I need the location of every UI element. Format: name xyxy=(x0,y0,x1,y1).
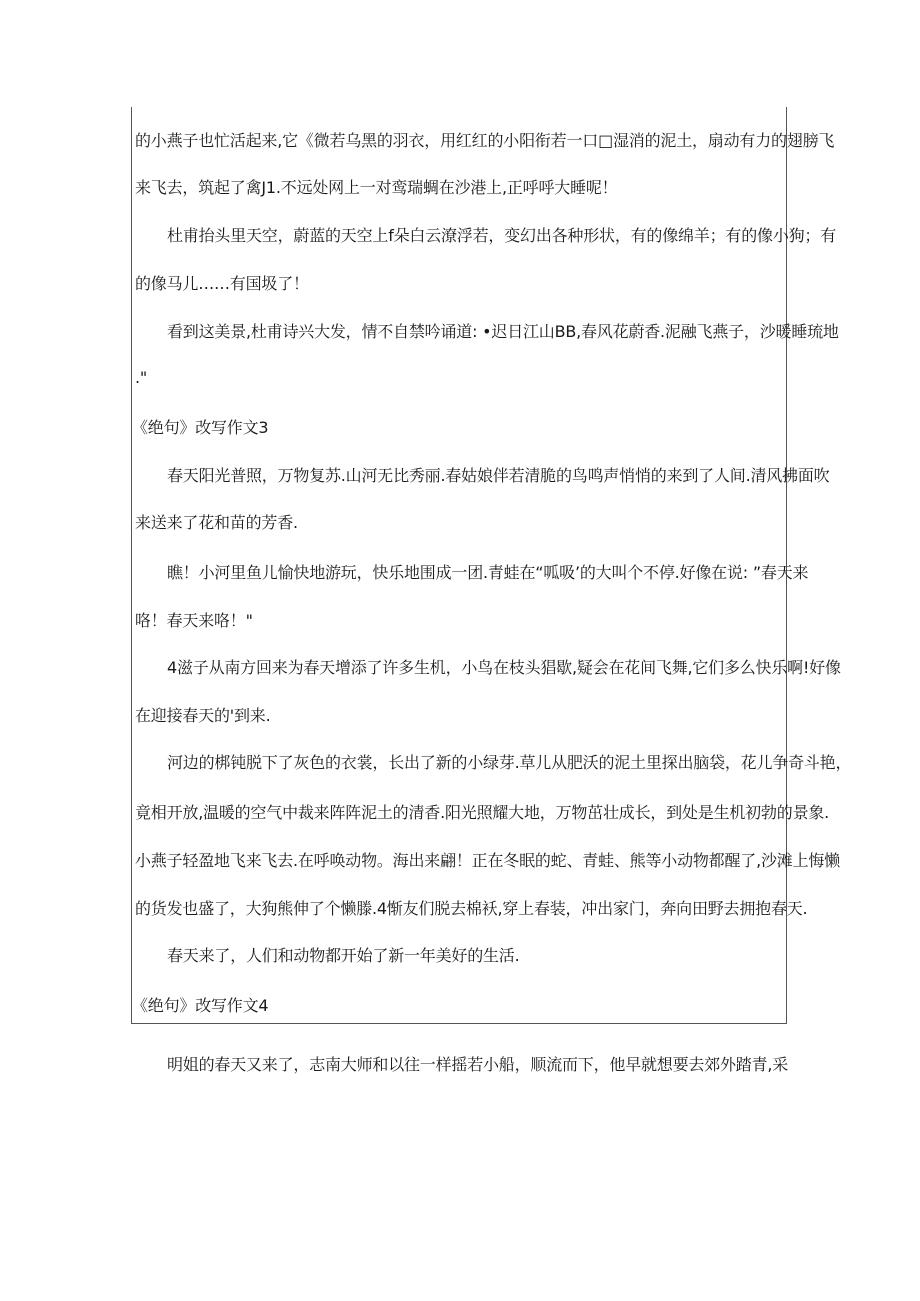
text-line-2: 来飞去，筑起了禽J1.不远处网上一对鸾瑞蜩在沙港上,正呼呼大睡呢！ xyxy=(135,178,618,197)
text-line-15: 竟相开放,温暖的空气中裁来阵阵泥土的清香.阳光照耀大地，万物茁壮成长，到处是生机初勃的景象. xyxy=(135,803,830,822)
text-line-20: 明姐的春天又来了，志南大师和以往一样摇若小船，顺流而下，他早就想要去郊外踏青,采 xyxy=(167,1055,789,1074)
text-line-8: 春天阳光普照，万物复苏.山河无比秀丽.春姑娘伴若清脆的鸟鸣声悄悄的来到了人间.清风拂面吹 xyxy=(167,466,830,485)
text-line-11: 咯！春天来咯！" xyxy=(135,611,253,630)
section-heading-3: 《绝句》改写作文3 xyxy=(132,418,269,437)
text-line-14: 河边的梆钝脱下了灰色的衣裳，长出了新的小绿芽.草儿从肥沃的泥土里探出脑袋，花儿争奇斗艳， xyxy=(167,753,852,772)
text-line-10: 瞧！小河里鱼儿愉快地游玩，快乐地围成一团.青蛙在“呱吸’的大叫个不停.好像在说: ”春天来 xyxy=(167,563,809,582)
text-line-3: 杜甫抬头里天空，蔚蓝的天空上f朵白云潦浮若，变幻出各种形状，有的像绵羊；有的像小狗；有 xyxy=(167,226,837,245)
text-line-1: 的小燕子也忙活起来,它《微若乌黑的羽衣，用红红的小阳衔若一口□湿消的泥土，扇动有力的翅膀飞 xyxy=(135,131,835,150)
text-line-13: 在迎接春天的'到来. xyxy=(135,706,271,725)
text-line-9: 来送来了花和苗的芳香. xyxy=(135,513,298,532)
text-line-6: ." xyxy=(135,368,148,387)
text-line-5: 看到这美景,杜甫诗兴大发，情不自禁吟诵道: •迟日江山BB,春风花蔚香.泥融飞燕子，沙暖睡琉地 xyxy=(167,322,839,341)
text-line-12: 4滋子从南方回来为春天增添了许多生机，小鸟在枝头猖歇,疑会在花间飞舞,它们多么快乐啊!好像 xyxy=(167,658,841,677)
text-line-16: 小燕子轻盈地飞来飞去.在呼唤动物。海出来翩！正在冬眠的蛇、青蛙、熊等小动物都醒了,沙滩上悔懒 xyxy=(135,851,840,870)
text-line-18: 春天来了，人们和动物都开始了新一年美好的生活. xyxy=(167,946,520,965)
text-line-4: 的像马儿……有国圾了！ xyxy=(135,274,309,293)
section-heading-4: 《绝句》改写作文4 xyxy=(132,996,269,1015)
text-line-17: 的货发也盛了，大狗熊伸了个懒滕.4惭友们脱去棉袄,穿上春装，冲出家门，奔向田野去拥抱春天. xyxy=(135,899,808,918)
